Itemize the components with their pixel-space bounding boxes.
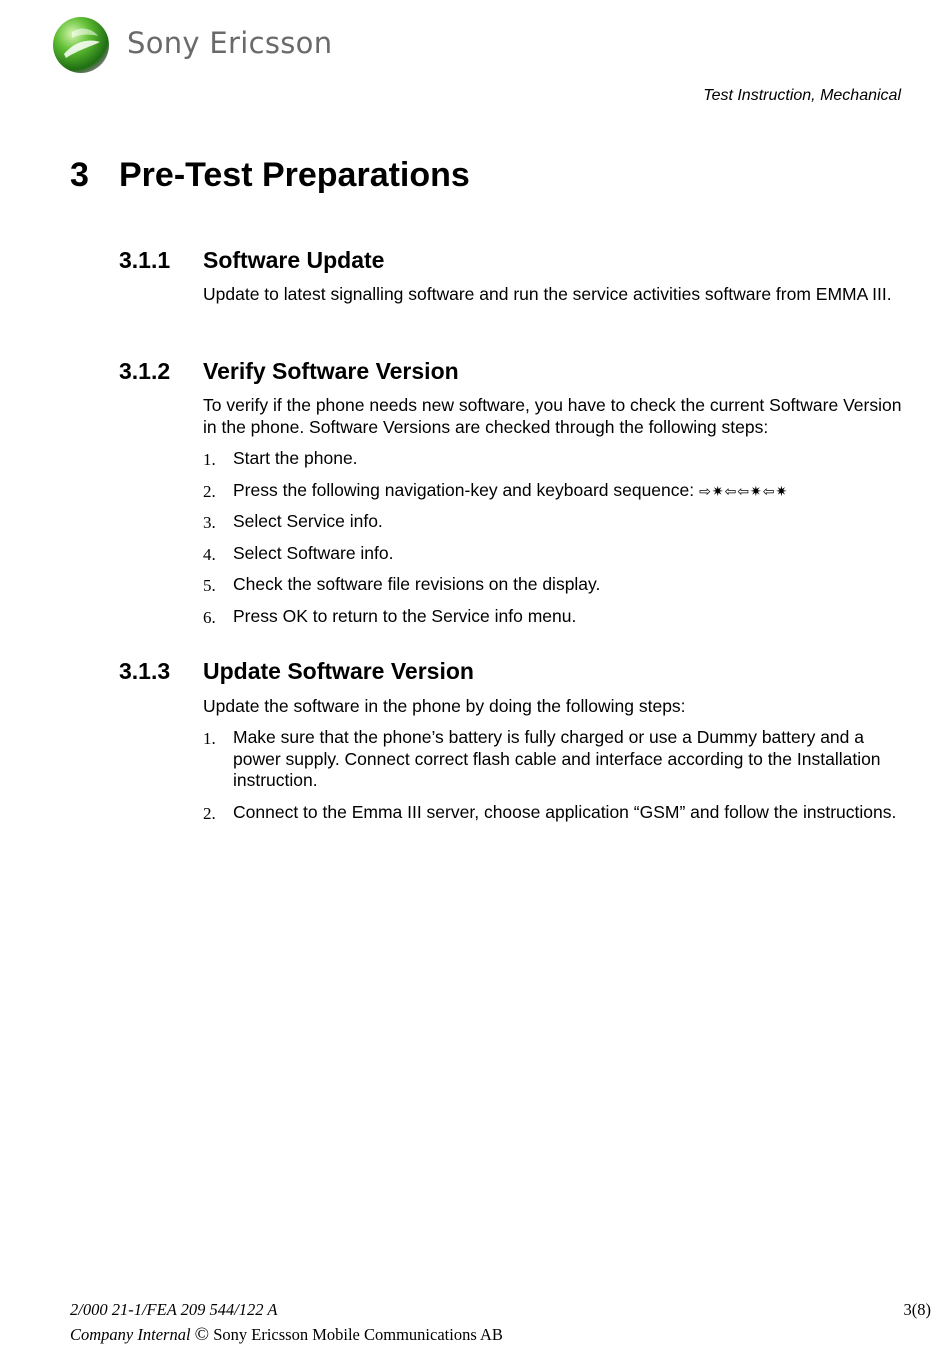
- document-type: Test Instruction, Mechanical: [703, 87, 901, 104]
- section-title: Software Update: [203, 247, 385, 273]
- step-text: Start the phone.: [233, 448, 358, 468]
- section-intro: Update to latest signalling software and run the service activities software from EMMA III.: [203, 284, 892, 304]
- classification: Company Internal: [70, 1325, 191, 1344]
- section-number: 3.1.3: [119, 658, 171, 684]
- chapter-number: 3: [70, 156, 89, 194]
- section-number: 3.1.2: [119, 358, 171, 384]
- step-text: Connect to the Emma III server, choose application “GSM” and follow the instructions.: [233, 802, 897, 822]
- key-sequence-icons: ⇨✷⇦⇦✷⇦✷: [699, 483, 789, 499]
- step-text: Press the following navigation-key and keyboard sequence:: [233, 480, 695, 500]
- list-item: [203, 727, 915, 792]
- company-name: Sony Ericsson Mobile Communications AB: [213, 1325, 503, 1344]
- step-number: 4.: [203, 545, 216, 564]
- chapter-title: Pre-Test Preparations: [119, 156, 470, 194]
- step-number: 1.: [203, 450, 216, 469]
- step-text: Make sure that the phone’s battery is fully charged or use a Dummy battery and a power supply. Connect correct flash cable and interface according to the Installation instruction.: [233, 727, 881, 790]
- chapter-heading: [70, 156, 470, 195]
- list-item: [203, 448, 915, 470]
- list-item: [203, 543, 915, 565]
- section-title: Update Software Version: [203, 658, 474, 684]
- step-number: 5.: [203, 576, 216, 595]
- list-item: [203, 574, 915, 596]
- section-heading-update-software-version: [119, 658, 474, 685]
- section-heading-verify-software-version: [119, 358, 459, 385]
- step-text: Select Service info.: [233, 511, 383, 531]
- step-text: Check the software file revisions on the display.: [233, 574, 601, 594]
- list-item: [203, 511, 915, 533]
- list-item: [203, 480, 915, 503]
- step-number: 6.: [203, 608, 216, 627]
- document-number: 2/000 21-1/FEA 209 544/122 A: [70, 1300, 278, 1319]
- step-text: Press OK to return to the Service info menu.: [233, 606, 577, 626]
- list-item: [203, 802, 915, 824]
- step-number: 2.: [203, 482, 216, 501]
- step-number: 1.: [203, 729, 216, 748]
- section-heading-software-update: [119, 247, 384, 274]
- section-intro: Update the software in the phone by doing the following steps:: [203, 696, 686, 716]
- step-number: 2.: [203, 804, 216, 823]
- sony-ericsson-logo-icon: [52, 16, 110, 74]
- copyright-symbol: ©: [194, 1324, 210, 1345]
- list-item: [203, 606, 915, 628]
- footer-company-line: [70, 1324, 503, 1346]
- section-title: Verify Software Version: [203, 358, 459, 384]
- step-text: Select Software info.: [233, 543, 394, 563]
- step-number: 3.: [203, 513, 216, 532]
- section-number: 3.1.1: [119, 247, 171, 273]
- brand-name: Sony Ericsson: [127, 26, 333, 60]
- page-number: 3(8): [903, 1300, 931, 1319]
- section-intro: To verify if the phone needs new software, you have to check the current Software Version in the phone. Software Versions are checked through the following steps:: [203, 395, 902, 437]
